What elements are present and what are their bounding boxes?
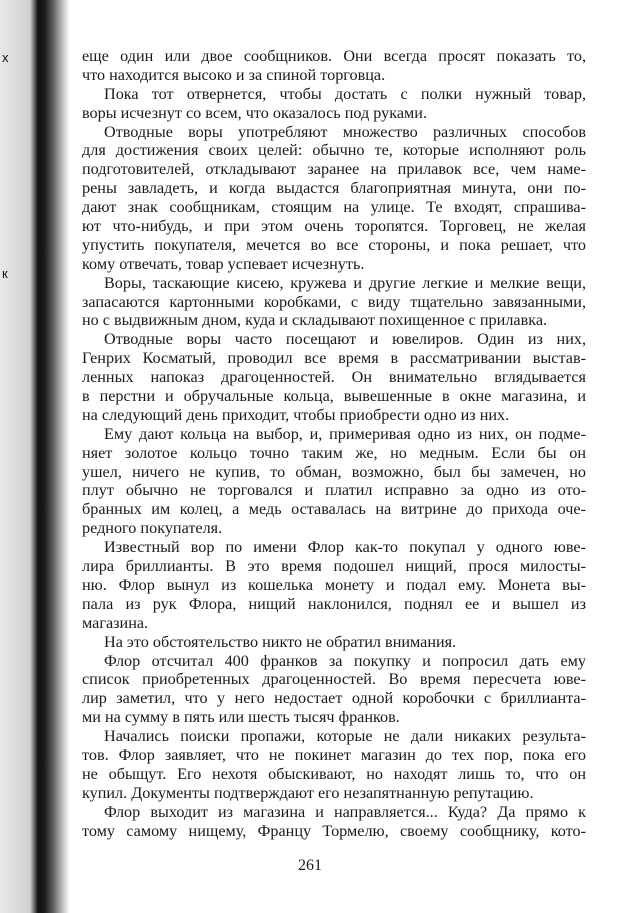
text-line: лир заметил, что у него недостает одной коробочки с бриллианта- bbox=[82, 689, 586, 708]
text-line: ушел, ничего не купив, то обман, возможно, был бы замечен, но bbox=[82, 462, 586, 481]
text-line: дают знак сообщникам, стоящим на улице. Те входят, спрашива- bbox=[82, 198, 586, 217]
text-line: подготовителей, откладывают заранее на прилавок все, чем наме- bbox=[82, 160, 586, 179]
text-line: воры исчезнут со всем, что оказалось под руками. bbox=[82, 103, 427, 122]
text-line: для достижения своих целей: обычно те, которые исполняют роль bbox=[82, 141, 586, 160]
text-line: запасаются картонными коробками, с виду тщательно завязанными, bbox=[82, 292, 586, 311]
text-line: ленных напоказ драгоценностей. Он внимательно вглядывается bbox=[82, 368, 586, 387]
text-line: на следующий день приходит, чтобы приобрести одно из них. bbox=[82, 405, 510, 424]
text-line: Ему дают кольца на выбор, и, примеривая одно из них, он подме- bbox=[104, 424, 586, 443]
book-spine-shadow bbox=[0, 0, 70, 913]
text-line: Флор выходит из магазина и направляется... Куда? Да прямо к bbox=[104, 802, 586, 821]
text-line: Пока тот отвернется, чтобы достать с полки нужный товар, bbox=[104, 84, 586, 103]
text-line: в перстни и обручальные кольца, вывешенные в окне магазина, и bbox=[82, 387, 586, 406]
text-line: что находится высоко и за спиной торговца. bbox=[82, 65, 386, 84]
text-line: тому самому нищему, Францу Тормелю, своему сообщнику, кото- bbox=[82, 821, 586, 840]
text-line: купил. Документы подтверждают его незапятнанную репутацию. bbox=[82, 783, 534, 802]
text-line: упустить покупателя, мечется во все стороны, и пока решает, что bbox=[82, 235, 586, 254]
text-line: кому отвечать, товар успевает исчезнуть. bbox=[82, 254, 365, 273]
adjacent-page-fragment: к bbox=[2, 266, 8, 281]
text-line: Генрих Косматый, проводил все время в рассматривании выстав- bbox=[82, 349, 586, 368]
text-line: не обыщут. Его нехотя обыскивают, но находят лишь то, что он bbox=[82, 764, 586, 783]
text-line: Воры, таскающие кисею, кружева и другие легкие и мелкие вещи, bbox=[104, 273, 586, 292]
text-line: ют что-нибудь, и при этом очень торопятся. Торговец, не желая bbox=[82, 217, 586, 236]
text-line: магазина. bbox=[82, 613, 149, 632]
text-line: плут обычно не торговался и платил исправно за одно из ото- bbox=[82, 481, 586, 500]
text-line: ми на сумму в пять или шесть тысяч франков. bbox=[82, 708, 400, 727]
text-line: Флор отсчитал 400 франков за покупку и попросил дать ему bbox=[104, 651, 586, 670]
text-line: бранных им колец, а медь оставалась на витрине до прихода оче- bbox=[82, 500, 586, 519]
text-line: Отводные воры употребляют множество различных способов bbox=[104, 122, 586, 141]
adjacent-page-fragment: х bbox=[2, 50, 9, 65]
text-line: рены завладеть, и когда выдастся благоприятная минута, они по- bbox=[82, 179, 586, 198]
text-line: Отводные воры часто посещают и ювелиров. Один из них, bbox=[104, 330, 586, 349]
text-line: редного покупателя. bbox=[82, 519, 223, 538]
text-line: список приобретенных драгоценностей. Во время пересчета юве- bbox=[82, 670, 586, 689]
page-body-text bbox=[82, 47, 586, 840]
text-line: На это обстоятельство никто не обратил внимания. bbox=[104, 632, 457, 651]
text-line: но с выдвижным дном, куда и складывают похищенное с прилавка. bbox=[82, 311, 548, 330]
page-number: 261 bbox=[298, 857, 322, 874]
text-line: лира бриллианты. В это время подошел нищий, прося милосты- bbox=[82, 557, 586, 576]
text-line: няет золотое кольцо точно таким же, но медным. Если бы он bbox=[82, 443, 586, 462]
text-line: еще один или двое сообщников. Они всегда просят показать то, bbox=[82, 47, 586, 65]
text-line: Начались поиски пропажи, которые не дали никаких результа- bbox=[104, 727, 586, 746]
text-line: ню. Флор вынул из кошелька монету и подал ему. Монета вы- bbox=[82, 575, 586, 594]
text-line: тов. Флор заявляет, что не покинет магазин до тех пор, пока его bbox=[82, 745, 586, 764]
text-line: пала из рук Флора, нищий наклонился, поднял ее и вышел из bbox=[82, 594, 586, 613]
text-line: Известный вор по имени Флор как-то покупал у одного юве- bbox=[104, 538, 586, 557]
